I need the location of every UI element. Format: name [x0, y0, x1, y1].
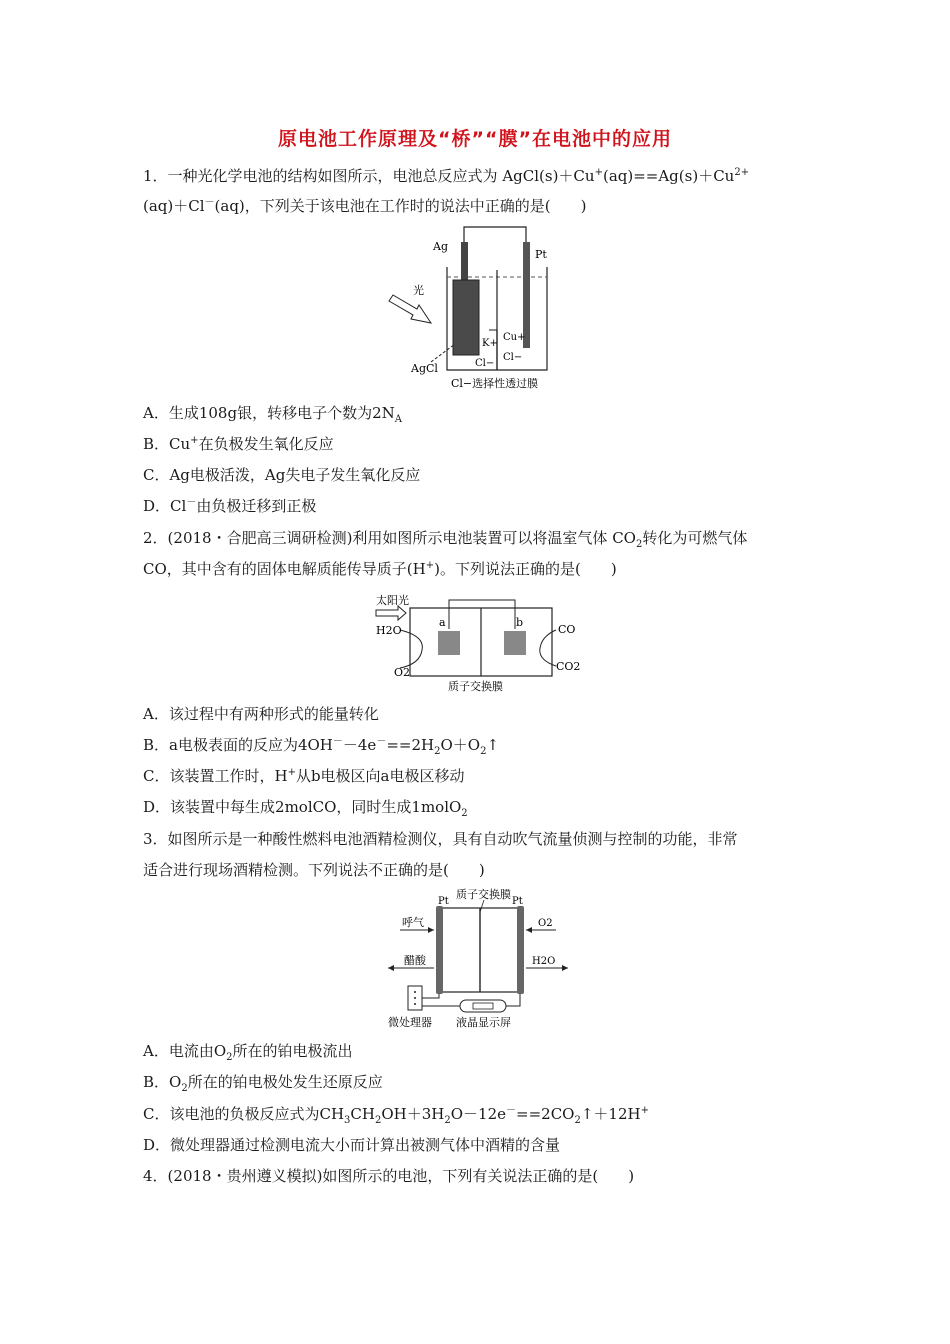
- pt-electrode-left: [436, 906, 443, 994]
- q3-option-d: D．微处理器通过检测电流大小而计算出被测气体中酒精的含量: [143, 1136, 561, 1154]
- label-lcd: 液晶显示屏: [456, 1016, 511, 1029]
- q1-stem-line1: 1．一种光化学电池的结构如图所示，电池总反应式为 $AgCl(s)+Cu^+(aq)==Ag(s)+Cu^{2+}$: [143, 167, 750, 185]
- label-co: CO: [558, 623, 576, 636]
- q2-option-c: C．该装置工作时，H+从b电极区向a电极区移动: [143, 767, 465, 785]
- label-membrane: 质子交换膜: [456, 888, 511, 901]
- q1-stem-line2: (aq)＋Cl－(aq)，下列关于该电池在工作时的说法中正确的是( ): [143, 197, 587, 215]
- label-pt-right: Pt: [512, 896, 523, 907]
- label-acetic: 醋酸: [404, 954, 426, 967]
- page-title: 原电池工作原理及“桥”“膜”在电池中的应用: [278, 128, 672, 150]
- label-a: a: [439, 616, 446, 629]
- q1-option-b: B．Cu+在负极发生氧化反应: [143, 435, 334, 453]
- q4-stem: 4．(2018・贵州遵义模拟)如图所示的电池，下列有关说法正确的是( ): [143, 1167, 635, 1185]
- q2-stem-line2: CO，其中含有的固体电解质能传导质子(H+)。下列说法正确的是( ): [143, 560, 617, 578]
- q3-stem-line1: 3．如图所示是一种酸性燃料电池酒精检测仪，具有自动吹气流量侦测与控制的功能，非常: [143, 830, 738, 848]
- electrode-b: [504, 631, 526, 655]
- label-pt-left: Pt: [438, 896, 449, 907]
- label-breath: 呼气: [402, 916, 424, 929]
- label-kplus: K+: [482, 338, 498, 349]
- electrode-a: [438, 631, 460, 655]
- q3-stem-line2: 适合进行现场酒精检测。下列说法不正确的是( ): [143, 861, 485, 879]
- label-h2o: H2O: [376, 624, 402, 637]
- q2-option-a: A．该过程中有两种形式的能量转化: [143, 705, 379, 723]
- q3-figure: [380, 886, 580, 1035]
- q2-figure-caption: 质子交换膜: [448, 680, 503, 693]
- q2-option-d: D．该装置中每生成2molCO，同时生成1molO$_2$: [143, 798, 468, 819]
- label-h2o: H2O: [532, 956, 556, 967]
- q2-figure: [370, 594, 585, 698]
- label-o2: O2: [394, 666, 411, 679]
- q2-option-b: B．a电极表面的反应为$4OH^--4e^-==2H_2O+O_2↑$: [143, 736, 500, 757]
- label-pt: Pt: [535, 248, 547, 261]
- sunlight-arrow-icon: [376, 606, 406, 620]
- label-clminus-right: Cl−: [503, 352, 523, 363]
- pt-electrode-right: [517, 906, 524, 994]
- q1-option-a: A．生成108g银，转移电子个数为$2N_A$: [143, 404, 402, 425]
- agcl-block: [453, 280, 479, 355]
- q3-option-c: C．该电池的负极反应式为$CH_3CH_2OH+3H_2O-12e^-==2CO_2↑+12H^+$: [143, 1105, 649, 1126]
- label-o2: O2: [538, 918, 553, 929]
- label-co2: CO2: [556, 660, 581, 673]
- q1-figure-caption: Cl−选择性透过膜: [451, 377, 539, 390]
- label-cuplus: Cu+: [503, 332, 526, 343]
- label-b: b: [516, 616, 524, 629]
- q1-option-d: D．Cl－由负极迁移到正极: [143, 497, 317, 515]
- label-microprocessor: 微处理器: [388, 1016, 432, 1029]
- label-agcl: AgCl: [411, 362, 438, 375]
- q3-option-b: B．$O_2$所在的铂电极处发生还原反应: [143, 1073, 383, 1094]
- q3-option-a: A．电流由$O_2$所在的铂电极流出: [143, 1042, 353, 1063]
- light-arrow-icon: [389, 295, 431, 323]
- label-light: 光: [413, 284, 424, 297]
- q2-stem-line1: 2．(2018・合肥高三调研检测)利用如图所示电池装置可以将温室气体 $CO_2$转化为可燃气体: [143, 529, 748, 550]
- q1-figure: [385, 222, 565, 396]
- label-clminus-left: Cl−: [475, 358, 495, 369]
- q1-option-c: C．Ag电极活泼，Ag失电子发生氧化反应: [143, 466, 421, 484]
- label-sunlight: 太阳光: [376, 594, 409, 607]
- label-ag: Ag: [433, 240, 448, 253]
